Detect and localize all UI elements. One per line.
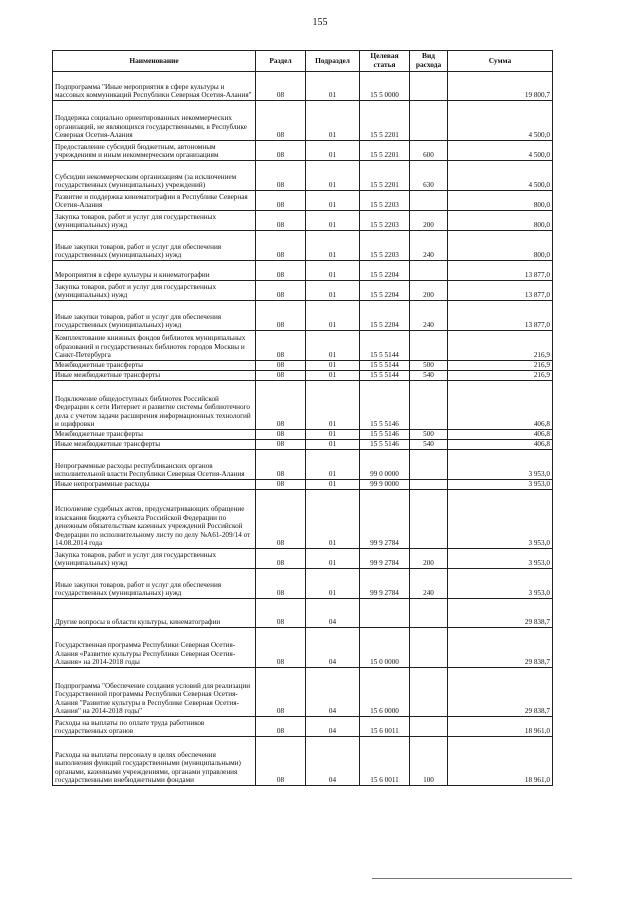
row-subsection: 01 <box>306 141 360 161</box>
row-name: Другие вопросы в области культуры, кинематографии <box>53 599 256 628</box>
header-sum: Сумма <box>448 51 553 72</box>
row-target: 15 5 5144 <box>360 361 410 371</box>
row-sum: 3 953,0 <box>448 480 553 490</box>
row-target: 15 5 2203 <box>360 211 410 231</box>
table-row <box>53 430 553 440</box>
row-type: 540 <box>410 371 448 381</box>
table-row <box>53 301 553 331</box>
row-section: 08 <box>256 161 306 191</box>
row-subsection: 01 <box>306 569 360 599</box>
row-type: 500 <box>410 361 448 371</box>
row-sum: 29 838,7 <box>448 599 553 628</box>
row-name: Подключение общедоступных библиотек Российской Федерации к сети Интернет и развитие системы библиотечного дела с учетом задачи расширения информационных технологий и оцифровки <box>53 381 256 430</box>
row-target: 99 9 2784 <box>360 569 410 599</box>
row-sum: 406,8 <box>448 440 553 450</box>
row-subsection: 01 <box>306 331 360 361</box>
row-subsection: 01 <box>306 101 360 141</box>
row-name: Государственная программа Республики Северная Осетия-Алания «Развитие культуры Республики Северная Осетия-Алания» на 2014-2018 годы <box>53 628 256 668</box>
row-type <box>410 450 448 480</box>
row-subsection: 01 <box>306 72 360 101</box>
row-type: 500 <box>410 430 448 440</box>
row-sum: 216,9 <box>448 371 553 381</box>
row-name: Иные межбюджетные трансферты <box>53 440 256 450</box>
row-target: 15 5 2201 <box>360 141 410 161</box>
table-row <box>53 440 553 450</box>
row-name: Расходы на выплаты персоналу в целях обеспечения выполнения функций государственными (муниципальными) органами, казенными учреждениями, органами управления государственными внебюджетными фондами <box>53 737 256 786</box>
row-section: 08 <box>256 261 306 281</box>
row-type <box>410 628 448 668</box>
row-subsection: 01 <box>306 361 360 371</box>
row-section: 08 <box>256 381 306 430</box>
row-name: Мероприятия в сфере культуры и кинематографии <box>53 261 256 281</box>
table-row <box>53 191 553 211</box>
row-target: 15 0 0000 <box>360 628 410 668</box>
header-target: Целевая статья <box>360 51 410 72</box>
row-subsection: 01 <box>306 381 360 430</box>
table-row <box>53 371 553 381</box>
row-section: 08 <box>256 450 306 480</box>
row-name: Закупка товаров, работ и услуг для государственных (муниципальных) нужд <box>53 281 256 301</box>
row-subsection: 01 <box>306 281 360 301</box>
footer-rule <box>372 878 572 879</box>
row-sum: 406,8 <box>448 430 553 440</box>
row-section: 08 <box>256 371 306 381</box>
row-target: 15 5 2204 <box>360 261 410 281</box>
table-row <box>53 211 553 231</box>
row-sum: 18 961,0 <box>448 737 553 786</box>
table-row <box>53 331 553 361</box>
table-row <box>53 737 553 786</box>
table-row <box>53 668 553 717</box>
row-subsection: 01 <box>306 191 360 211</box>
row-sum: 4 500,0 <box>448 141 553 161</box>
row-section: 08 <box>256 490 306 549</box>
row-subsection: 01 <box>306 440 360 450</box>
row-name: Подпрограмма "Обеспечение создания условий для реализации Государственной программы Республики Северная Осетия-Алания "Развитие культуры в Республике Северная Осетия-Алания" на 2014-2018 годы" <box>53 668 256 717</box>
table-row <box>53 161 553 191</box>
row-section: 08 <box>256 141 306 161</box>
row-section: 08 <box>256 480 306 490</box>
row-type: 630 <box>410 161 448 191</box>
row-type <box>410 101 448 141</box>
row-section: 08 <box>256 231 306 261</box>
table-row <box>53 717 553 737</box>
row-subsection: 04 <box>306 717 360 737</box>
row-type <box>410 331 448 361</box>
row-target: 15 5 2203 <box>360 231 410 261</box>
row-subsection: 04 <box>306 599 360 628</box>
table-row <box>53 569 553 599</box>
row-target: 99 9 0000 <box>360 480 410 490</box>
row-type <box>410 599 448 628</box>
row-target: 15 6 0011 <box>360 717 410 737</box>
row-target: 15 5 5144 <box>360 331 410 361</box>
row-target: 99 9 2784 <box>360 549 410 569</box>
row-name: Поддержка социально ориентированных некоммерческих организаций, не являющихся государственными, в Республике Северная Осетия-Алания <box>53 101 256 141</box>
row-sum: 216,9 <box>448 331 553 361</box>
row-target: 15 5 5146 <box>360 440 410 450</box>
row-sum: 800,0 <box>448 191 553 211</box>
row-name: Закупка товаров, работ и услуг для государственных (муниципальных) нужд <box>53 549 256 569</box>
row-type: 200 <box>410 211 448 231</box>
row-type: 100 <box>410 737 448 786</box>
row-subsection: 01 <box>306 261 360 281</box>
row-subsection: 01 <box>306 211 360 231</box>
table-row <box>53 72 553 101</box>
row-name: Иные непрограммные расходы <box>53 480 256 490</box>
row-name: Подпрограмма "Иные мероприятия в сфере культуры и массовых коммуникаций Республики Северная Осетия-Алания" <box>53 72 256 101</box>
row-target: 15 5 2201 <box>360 101 410 141</box>
row-type <box>410 381 448 430</box>
row-sum: 3 953,0 <box>448 569 553 599</box>
row-sum: 29 838,7 <box>448 668 553 717</box>
row-type <box>410 490 448 549</box>
row-type <box>410 668 448 717</box>
row-target: 15 5 2201 <box>360 161 410 191</box>
header-section: Раздел <box>256 51 306 72</box>
row-name: Расходы на выплаты по оплате труда работников государственных органов <box>53 717 256 737</box>
row-subsection: 04 <box>306 668 360 717</box>
row-name: Развитие и поддержка кинематографии в Республике Северная Осетия-Алания <box>53 191 256 211</box>
header-subsection: Подраздел <box>306 51 360 72</box>
row-name: Комплектование книжных фондов библиотек муниципальных образований и государственных библиотек городов Москвы и Санкт-Петербурга <box>53 331 256 361</box>
row-subsection: 01 <box>306 430 360 440</box>
row-subsection: 01 <box>306 480 360 490</box>
row-type: 240 <box>410 231 448 261</box>
row-type <box>410 717 448 737</box>
row-sum: 800,0 <box>448 231 553 261</box>
row-type <box>410 261 448 281</box>
row-name: Субсидии некоммерческим организациям (за исключением государственных (муниципальных) учреждений) <box>53 161 256 191</box>
page-number: 155 <box>312 17 328 28</box>
row-name: Иные закупки товаров, работ и услуг для обеспечения государственных (муниципальных) нужд <box>53 301 256 331</box>
row-target: 15 6 0011 <box>360 737 410 786</box>
row-subsection: 04 <box>306 628 360 668</box>
row-target: 15 5 2204 <box>360 301 410 331</box>
row-sum: 13 877,0 <box>448 281 553 301</box>
table-row <box>53 450 553 480</box>
row-type: 240 <box>410 301 448 331</box>
table-header-row <box>53 51 553 72</box>
table-row <box>53 141 553 161</box>
row-type: 200 <box>410 549 448 569</box>
row-type: 540 <box>410 440 448 450</box>
row-target <box>360 599 410 628</box>
row-type: 240 <box>410 569 448 599</box>
row-section: 08 <box>256 628 306 668</box>
table-row <box>53 480 553 490</box>
table-row <box>53 490 553 549</box>
row-section: 08 <box>256 430 306 440</box>
header-type: Вид расхода <box>410 51 448 72</box>
row-target: 15 5 5146 <box>360 430 410 440</box>
row-subsection: 01 <box>306 231 360 261</box>
row-subsection: 01 <box>306 371 360 381</box>
row-sum: 800,0 <box>448 211 553 231</box>
table-row <box>53 599 553 628</box>
row-sum: 3 953,0 <box>448 549 553 569</box>
row-type: 600 <box>410 141 448 161</box>
row-subsection: 01 <box>306 549 360 569</box>
row-name: Закупка товаров, работ и услуг для государственных (муниципальных) нужд <box>53 211 256 231</box>
row-section: 08 <box>256 191 306 211</box>
row-target: 15 5 5146 <box>360 381 410 430</box>
row-section: 08 <box>256 301 306 331</box>
table-row <box>53 361 553 371</box>
row-name: Иные закупки товаров, работ и услуг для обеспечения государственных (муниципальных) нужд <box>53 569 256 599</box>
row-name: Непрограммные расходы республиканских органов исполнительной власти Республики Северная Осетия-Алания <box>53 450 256 480</box>
row-sum: 4 500,0 <box>448 161 553 191</box>
row-target: 15 6 0000 <box>360 668 410 717</box>
row-section: 08 <box>256 668 306 717</box>
table-row <box>53 261 553 281</box>
row-section: 08 <box>256 599 306 628</box>
row-sum: 13 877,0 <box>448 261 553 281</box>
row-section: 08 <box>256 549 306 569</box>
row-target: 99 9 2784 <box>360 490 410 549</box>
row-sum: 216,9 <box>448 361 553 371</box>
row-name: Исполнение судебных актов, предусматривающих обращение взыскания бюджета субъекта Российской Федерации по денежным обязательствам казенных учреждений Российской Федерации по исполнительному листу по делу №А61-209/14 от 14.08.2014 года <box>53 490 256 549</box>
row-name: Предоставление субсидий бюджетным, автономным учреждениям и иным некоммерческим организациям <box>53 141 256 161</box>
row-target: 15 5 0000 <box>360 72 410 101</box>
row-sum: 3 953,0 <box>448 450 553 480</box>
table-row <box>53 549 553 569</box>
row-target: 15 5 2204 <box>360 281 410 301</box>
table-row <box>53 281 553 301</box>
budget-table <box>52 50 553 786</box>
row-section: 08 <box>256 72 306 101</box>
row-sum: 3 953,0 <box>448 490 553 549</box>
table-body <box>53 72 553 786</box>
row-subsection: 01 <box>306 450 360 480</box>
row-type <box>410 480 448 490</box>
row-section: 08 <box>256 211 306 231</box>
row-section: 08 <box>256 737 306 786</box>
row-subsection: 01 <box>306 301 360 331</box>
row-name: Межбюджетные трансферты <box>53 430 256 440</box>
row-sum: 19 800,7 <box>448 72 553 101</box>
row-section: 08 <box>256 281 306 301</box>
row-sum: 13 877,0 <box>448 301 553 331</box>
table-row <box>53 231 553 261</box>
row-sum: 29 838,7 <box>448 628 553 668</box>
row-target: 99 0 0000 <box>360 450 410 480</box>
row-section: 08 <box>256 717 306 737</box>
row-name: Иные закупки товаров, работ и услуг для обеспечения государственных (муниципальных) нужд <box>53 231 256 261</box>
row-type <box>410 191 448 211</box>
table-row <box>53 628 553 668</box>
row-subsection: 01 <box>306 161 360 191</box>
row-subsection: 01 <box>306 490 360 549</box>
row-section: 08 <box>256 101 306 141</box>
row-target: 15 5 5144 <box>360 371 410 381</box>
row-section: 08 <box>256 331 306 361</box>
row-name: Межбюджетные трансферты <box>53 361 256 371</box>
header-name: Наименование <box>53 51 256 72</box>
row-section: 08 <box>256 569 306 599</box>
row-target: 15 5 2203 <box>360 191 410 211</box>
row-sum: 18 961,0 <box>448 717 553 737</box>
table-row <box>53 381 553 430</box>
row-sum: 406,8 <box>448 381 553 430</box>
row-section: 08 <box>256 440 306 450</box>
row-sum: 4 500,0 <box>448 101 553 141</box>
row-section: 08 <box>256 361 306 371</box>
row-type <box>410 72 448 101</box>
table-row <box>53 101 553 141</box>
row-name: Иные межбюджетные трансферты <box>53 371 256 381</box>
row-subsection: 04 <box>306 737 360 786</box>
row-type: 200 <box>410 281 448 301</box>
